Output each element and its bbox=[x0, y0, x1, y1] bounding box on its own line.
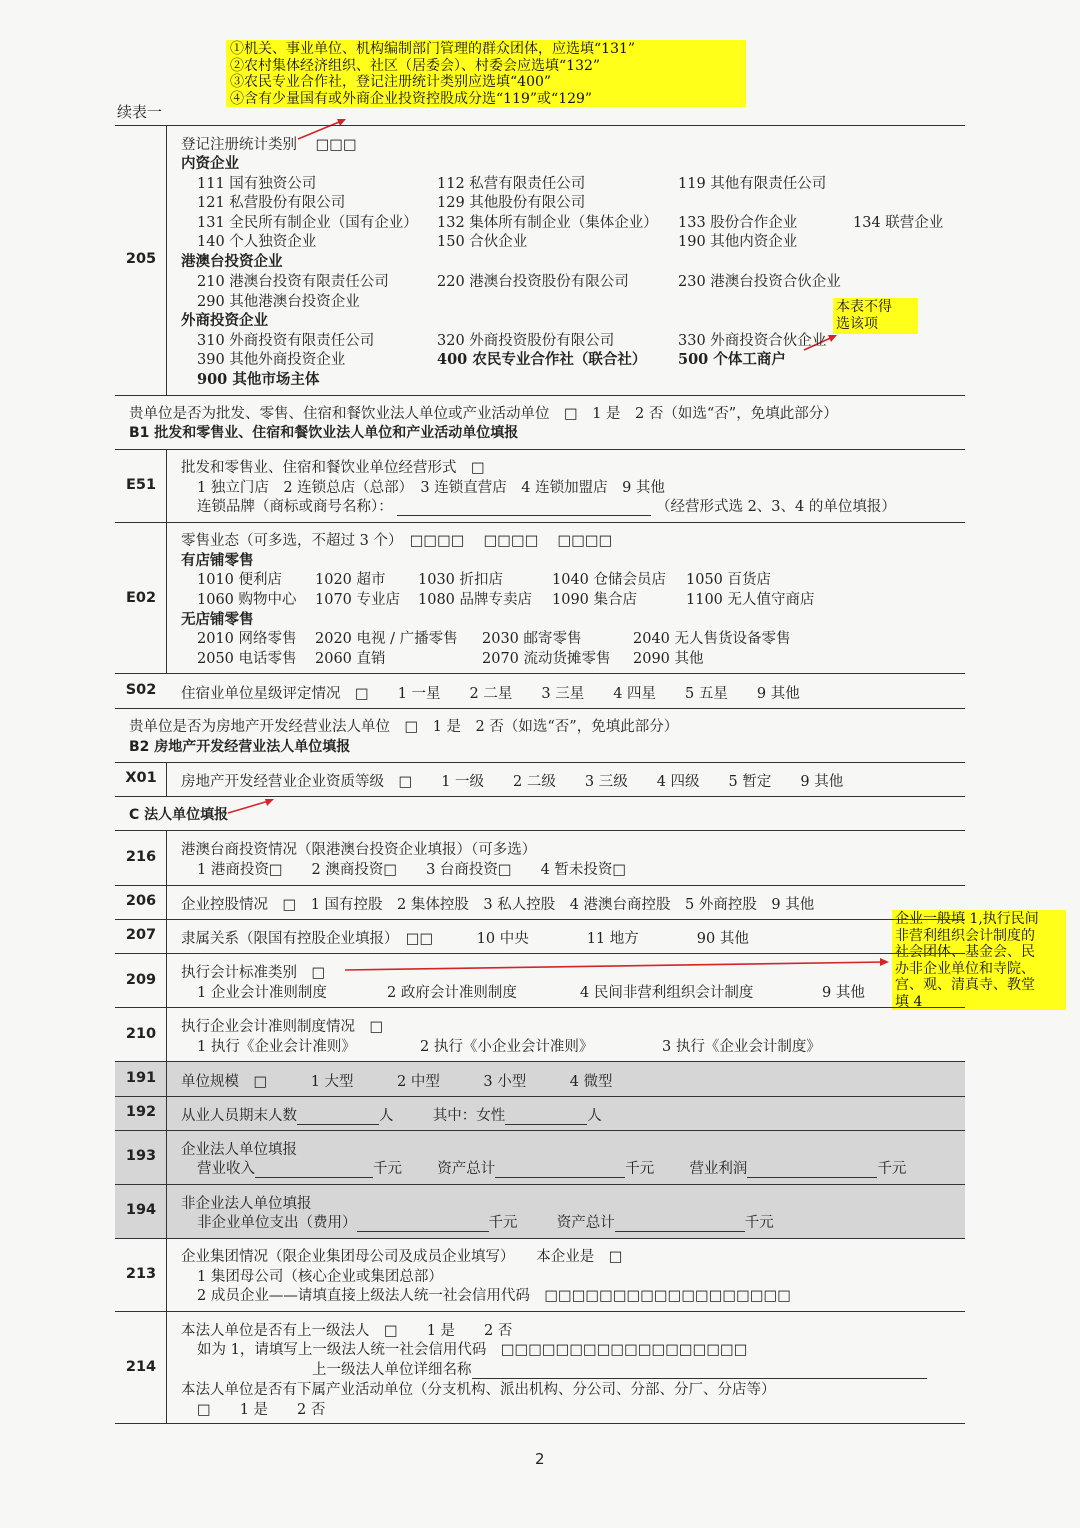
s214-line-3: 上一级法人单位详细名称 bbox=[312, 1358, 927, 1379]
opt-1090: 1090 集合店 bbox=[552, 592, 638, 608]
s209-opt-9: 9 其他 bbox=[822, 985, 865, 1001]
s216-options: 1 港商投资□ 2 澳商投资□ 3 台商投资□ 4 暂未投资□ bbox=[197, 862, 627, 878]
not-select-note: 本表不得 选该项 bbox=[833, 298, 918, 334]
brand-input[interactable] bbox=[397, 501, 651, 516]
s210-title: 执行企业会计准则制度情况 □ bbox=[181, 1019, 384, 1035]
page-number: 2 bbox=[535, 1450, 545, 1468]
code-214: 214 bbox=[125, 1359, 157, 1375]
opt-1100: 1100 无人值守商店 bbox=[686, 592, 815, 608]
opt-1050: 1050 百货店 bbox=[686, 572, 772, 588]
s209-title: 执行会计标准类别 □ bbox=[181, 965, 326, 981]
parent-name-input[interactable] bbox=[472, 1364, 927, 1379]
code-193: 193 bbox=[125, 1148, 157, 1164]
opt-2010: 2010 网络零售 bbox=[197, 631, 297, 647]
e51-brand: 连锁品牌（商标或商号名称）： （经营形式选 2、3、4 的单位填报） bbox=[197, 499, 896, 515]
b2-question: 贵单位是否为房地产开发经营业法人单位 □ 1 是 2 否（如选“否”，免填此部分） bbox=[129, 719, 679, 735]
s192-row: 从业人员期末人数 人 其中：女性 人 bbox=[181, 1108, 602, 1124]
rule bbox=[115, 1184, 965, 1185]
s205-boxes[interactable]: □□□ bbox=[315, 137, 357, 153]
s209-opt-4: 4 民间非营利组织会计制度 bbox=[580, 985, 754, 1001]
arrow-to-c bbox=[228, 800, 272, 813]
accounting-note: 企业一般填 1,执行民间 非营利组织会计制度的 社会团体、基金会、民 办非企业单位和寺院、 宫、观、清真寺、教堂 填 4 bbox=[892, 910, 1066, 1010]
opt-330: 330 外商投资合伙企业 bbox=[678, 333, 827, 349]
s210-opt-3: 3 执行《企业会计制度》 bbox=[662, 1039, 821, 1055]
opt-210: 210 港澳台投资有限责任公司 bbox=[197, 274, 389, 290]
code-194: 194 bbox=[125, 1202, 157, 1218]
opt-1080: 1080 品牌专卖店 bbox=[418, 592, 533, 608]
col-rule bbox=[166, 449, 167, 673]
opt-2070: 2070 流动货摊零售 bbox=[482, 651, 611, 667]
e51-title: 批发和零售业、住宿和餐饮业单位经营形式 □ bbox=[181, 460, 485, 476]
opt-131: 131 全民所有制企业（国有企业） bbox=[197, 215, 418, 231]
rule bbox=[115, 1061, 965, 1062]
opt-310: 310 外商投资有限责任公司 bbox=[197, 333, 375, 349]
s213-opt-1: 1 集团母公司（核心企业或集团总部） bbox=[197, 1269, 443, 1285]
s213-title: 企业集团情况（限企业集团母公司及成员企业填写） 本企业是 □ bbox=[181, 1249, 623, 1265]
opt-2030: 2030 邮寄零售 bbox=[482, 631, 582, 647]
nonenterprise-assets-input[interactable] bbox=[615, 1217, 745, 1232]
rule bbox=[115, 885, 965, 886]
code-210: 210 bbox=[125, 1026, 157, 1042]
rule bbox=[115, 522, 965, 523]
opt-400: 400 农民专业合作社（联合社） bbox=[437, 351, 647, 368]
opt-2090: 2090 其他 bbox=[633, 651, 704, 667]
rule bbox=[115, 1311, 965, 1312]
code-191: 191 bbox=[125, 1070, 157, 1086]
arrowhead-3 bbox=[265, 799, 274, 806]
rule bbox=[115, 830, 965, 831]
rule bbox=[115, 1007, 965, 1008]
opt-129: 129 其他股份有限公司 bbox=[437, 195, 586, 211]
s205-hmt: 港澳台投资企业 bbox=[181, 253, 283, 270]
arrow-to-209 bbox=[345, 962, 886, 970]
opt-290: 290 其他港澳台投资企业 bbox=[197, 294, 360, 310]
e02-nostore: 无店铺零售 bbox=[181, 611, 254, 628]
s193-title: 企业法人单位填报 bbox=[181, 1142, 297, 1158]
opt-1020: 1020 超市 bbox=[315, 572, 386, 588]
e02-title: 零售业态（可多选，不超过 3 个） □□□□ □□□□ □□□□ bbox=[181, 533, 613, 549]
female-count-input[interactable] bbox=[505, 1110, 587, 1125]
code-e02: E02 bbox=[125, 590, 157, 606]
s02-text: 住宿业单位星级评定情况 □ 1 一星 2 二星 3 三星 4 四星 5 五星 9 其他 bbox=[181, 686, 800, 702]
assets-input[interactable] bbox=[495, 1163, 625, 1178]
opt-1010: 1010 便利店 bbox=[197, 572, 283, 588]
code-209: 209 bbox=[125, 972, 157, 988]
x01-text: 房地产开发经营业企业资质等级 □ 1 一级 2 二级 3 三级 4 四级 5 暂定 9 其他 bbox=[181, 774, 844, 790]
opt-133: 133 股份合作企业 bbox=[678, 215, 798, 231]
s193-row: 营业收入 千元 资产总计 千元 营业利润 千元 bbox=[197, 1161, 907, 1177]
rule bbox=[115, 449, 965, 450]
code-207: 207 bbox=[125, 927, 157, 943]
code-216: 216 bbox=[125, 849, 157, 865]
s194-row: 非企业单位支出（费用） 千元 资产总计 千元 bbox=[197, 1215, 774, 1231]
staff-count-input[interactable] bbox=[297, 1110, 379, 1125]
s205-foreign: 外商投资企业 bbox=[181, 312, 268, 329]
code-s02: S02 bbox=[125, 682, 157, 698]
opt-2060: 2060 直销 bbox=[315, 651, 386, 667]
rule bbox=[115, 395, 965, 396]
revenue-input[interactable] bbox=[255, 1163, 373, 1178]
opt-230: 230 港澳台投资合伙企业 bbox=[678, 274, 841, 290]
b2-title: B2 房地产开发经营业法人单位填报 bbox=[129, 739, 351, 755]
s214-line-4: 本法人单位是否有下属产业活动单位（分支机构、派出机构、分公司、分部、分厂、分店等） bbox=[181, 1382, 776, 1398]
opt-320: 320 外商投资股份有限公司 bbox=[437, 333, 615, 349]
opt-2020: 2020 电视 / 广播零售 bbox=[315, 631, 458, 647]
rule bbox=[115, 1130, 965, 1131]
s214-line-2: 如为 1，请填写上一级法人统一社会信用代码 □□□□□□□□□□□□□□□□□□ bbox=[197, 1342, 748, 1358]
code-205: 205 bbox=[125, 251, 157, 267]
opt-140: 140 个人独资企业 bbox=[197, 234, 317, 250]
opt-134: 134 联营企业 bbox=[853, 215, 944, 231]
opt-150: 150 合伙企业 bbox=[437, 234, 528, 250]
code-x01: X01 bbox=[125, 770, 157, 786]
opt-900: 900 其他市场主体 bbox=[197, 371, 320, 388]
opt-1070: 1070 专业店 bbox=[315, 592, 401, 608]
opt-390: 390 其他外商投资企业 bbox=[197, 352, 346, 368]
opt-112: 112 私营有限责任公司 bbox=[437, 176, 586, 192]
col-rule bbox=[166, 830, 167, 1423]
opt-132: 132 集体所有制企业（集体企业） bbox=[437, 215, 658, 231]
profit-input[interactable] bbox=[747, 1163, 877, 1178]
s205-domestic: 内资企业 bbox=[181, 155, 239, 172]
e51-options: 1 独立门店 2 连锁总店（总部） 3 连锁直营店 4 连锁加盟店 9 其他 bbox=[197, 480, 665, 496]
opt-111: 111 国有独资公司 bbox=[197, 176, 317, 192]
expenses-input[interactable] bbox=[357, 1217, 489, 1232]
b1-title: B1 批发和零售业、住宿和餐饮业法人单位和产业活动单位填报 bbox=[129, 425, 519, 441]
s213-opt-2: 2 成员企业——请填直接上级法人统一社会信用代码 □□□□□□□□□□□□□□□□□□ bbox=[197, 1288, 791, 1304]
rule bbox=[115, 1423, 965, 1424]
col-rule bbox=[166, 125, 167, 395]
opt-500: 500 个体工商户 bbox=[678, 351, 786, 368]
s214-line-5: □ 1 是 2 否 bbox=[197, 1402, 326, 1418]
s216-title: 港澳台商投资情况（限港澳台投资企业填报）（可多选） bbox=[181, 842, 537, 858]
continued-label: 续表一 bbox=[117, 103, 163, 121]
rule bbox=[115, 919, 965, 920]
s191-text: 单位规模 □ 1 大型 2 中型 3 小型 4 微型 bbox=[181, 1074, 613, 1090]
b1-question: 贵单位是否为批发、零售、住宿和餐饮业法人单位或产业活动单位 □ 1 是 2 否（如选“否”，免填此部分） bbox=[129, 406, 838, 422]
s214-line-1: 本法人单位是否有上一级法人 □ 1 是 2 否 bbox=[181, 1323, 513, 1339]
e02-store: 有店铺零售 bbox=[181, 552, 254, 569]
code-e51: E51 bbox=[125, 477, 157, 493]
code-192: 192 bbox=[125, 1104, 157, 1120]
opt-1040: 1040 仓储会员店 bbox=[552, 572, 667, 588]
opt-119: 119 其他有限责任公司 bbox=[678, 176, 827, 192]
rule bbox=[115, 796, 965, 797]
rule bbox=[115, 1096, 965, 1097]
s210-opt-1: 1 执行《企业会计准则》 bbox=[197, 1039, 356, 1055]
s207-text: 隶属关系（限国有控股企业填报） □□ 10 中央 11 地方 90 其他 bbox=[181, 931, 749, 947]
top-note: ①机关、事业单位、机构编制部门管理的群众团体，应选填“131” ②农村集体经济组织、社区（居委会）、村委会应选填“132” ③农民专业合作社，登记注册统计类别应选填“400” ④含有少量国有或外商企业投资控股成分选“119”或“129” bbox=[226, 40, 746, 107]
opt-1030: 1030 折扣店 bbox=[418, 572, 504, 588]
s194-title: 非企业法人单位填报 bbox=[181, 1196, 312, 1212]
rule bbox=[115, 1238, 965, 1239]
c-title: C 法人单位填报 bbox=[129, 807, 229, 823]
code-206: 206 bbox=[125, 893, 157, 909]
opt-2050: 2050 电话零售 bbox=[197, 651, 297, 667]
arrowhead-4 bbox=[880, 958, 889, 966]
s206-text: 企业控股情况 □ 1 国有控股 2 集体控股 3 私人控股 4 港澳台商控股 5 外商控股 9 其他 bbox=[181, 897, 815, 913]
code-213: 213 bbox=[125, 1266, 157, 1282]
opt-220: 220 港澳台投资股份有限公司 bbox=[437, 274, 629, 290]
rule bbox=[115, 953, 965, 954]
opt-190: 190 其他内资企业 bbox=[678, 234, 798, 250]
s209-opt-2: 2 政府会计准则制度 bbox=[387, 985, 517, 1001]
rule bbox=[115, 762, 965, 763]
rule bbox=[115, 673, 965, 674]
rule bbox=[115, 125, 965, 126]
rule bbox=[115, 708, 965, 709]
s209-opt-1: 1 企业会计准则制度 bbox=[197, 985, 327, 1001]
opt-121: 121 私营股份有限公司 bbox=[197, 195, 346, 211]
opt-2040: 2040 无人售货设备零售 bbox=[633, 631, 791, 647]
opt-1060: 1060 购物中心 bbox=[197, 592, 297, 608]
s210-opt-2: 2 执行《小企业会计准则》 bbox=[420, 1039, 594, 1055]
col-rule bbox=[166, 762, 167, 796]
s205-title: 登记注册统计类别 □□□ bbox=[181, 137, 357, 153]
